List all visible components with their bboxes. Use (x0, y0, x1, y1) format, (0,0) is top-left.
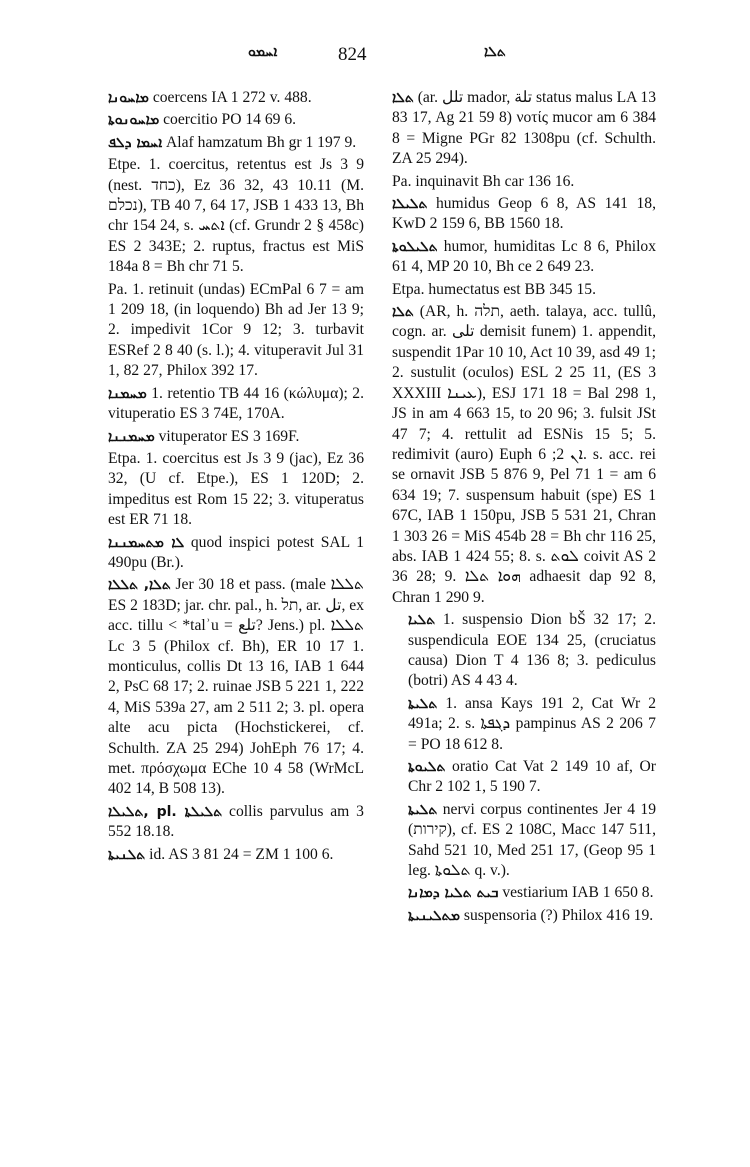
dictionary-entry (392, 172, 656, 192)
dictionary-entry (108, 110, 364, 130)
page-number: 824 (338, 44, 367, 65)
entry-text: humidus Geop 6 8, AS 141 18, KwD 2 159 6, BB 1560 18. (392, 195, 656, 233)
dictionary-entry (108, 280, 364, 382)
dictionary-entry (108, 575, 364, 799)
right-column (392, 88, 656, 1148)
entry-text: 1. suspensio Dion bŠ 32 17; 2. suspendicula EOE 134 25, (cruciatus causa) Dion T 4 136 8; 3. pediculus (botri) AS 4 43 4. (408, 611, 656, 690)
dictionary-entry (392, 800, 656, 882)
entry-text: collis parvulus am 3 552 18.18. (108, 802, 364, 841)
entry-headword: ܬܠܝܘܬܐ (408, 759, 446, 775)
dictionary-entry (392, 906, 656, 926)
entry-headword: ܡܚܡܢܐ (108, 385, 147, 402)
entry-headword: ܬܠܝܠܘܬܐ (392, 238, 438, 255)
entry-text: coercens IA 1 272 v. 488. (152, 89, 312, 106)
entry-text: humor, humiditas Lc 8 6, Philox 61 4, MP 20 10, Bh ce 2 649 23. (392, 237, 656, 276)
entry-text: Pa. inquinavit Bh car 136 16. (392, 172, 575, 190)
dictionary-entry (108, 133, 364, 153)
entry-text: Alaf hamzatum Bh gr 1 197 9. (166, 133, 357, 151)
entry-text: coercitio PO 14 69 6. (163, 111, 297, 129)
entry-text: Etpa. humectatus est BB 345 15. (392, 280, 596, 298)
entry-text: (AR, h. תלה, aeth. talaya, acc. tullû, cogn. ar. تلى demisit funem) 1. appendit, suspendit 1Par 10 10, Act 10 39, asd 49 1; 2. sustulit (oculos) ESL 2 25 11, (ES 3 XXXIII ܥܝܢܐ), ESJ 171 18 = Bal 298 1, JS in am 4 663 15, to 20 96; 3. fulsit JSt 47 7; 4. rettulit ad ESNis 15 5; 5. redimivit (auro) Euph ܐܢ 2; 6. s. acc. rei se ornavit JSB 5 876 9, Pel 71 1 = am 6 634 19; 7. suspensum habuit (spe) ES 1 67C, IAB 1 150pu, JSB 5 531 21, Chran 1 303 26 = MiS 454b 28 = Bh chr 116 25, abs. IAB 1 424 55; 8. s. ܠܘܬ coivit AS 2 36 28; 9. ܗܘܐ ܬܠܐ adhaesit dap 92 8, Chran 1 290 9. (392, 303, 656, 606)
dictionary-entry (108, 449, 364, 531)
entry-text: vituperator ES 3 169F. (158, 427, 300, 445)
entry-headword: ܡܬܠܝܢܝܬܐ (408, 907, 460, 924)
dictionary-entry (108, 88, 364, 108)
entry-text: vestiarium IAB 1 650 8. (502, 884, 654, 902)
entry-headword: ܡܐܚܘܢܐ (108, 90, 149, 106)
entry-headword: ܒܝܬ ܬܠܝܐ ܕܡܐܢܐ (408, 885, 499, 902)
entry-headword: ܠܐ ܡܬܚܡܢܢܐ (108, 534, 185, 551)
entry-text: (ar. تلل mador, تلة status malus LA 13 83 17, Ag 21 59 8) νοτίς mucor am 6 384 8 = Migne PGr 82 1308pu (cf. Schulth. ZA 25 294). (392, 89, 656, 168)
entry-text: oratio Cat Vat 2 149 10 af, Or Chr 2 102 1, 5 190 7. (408, 758, 656, 796)
entry-headword: ܬܠܢܝܬܐ (108, 846, 146, 863)
entry-headword: ܡܚܡܢܢܐ (108, 428, 155, 445)
entry-text: id. AS 3 81 24 = ZM 1 100 6. (149, 845, 334, 863)
dictionary-entry (108, 427, 364, 447)
entry-headword: ܬܠܝܠܐ (392, 196, 428, 213)
entry-headword: ܬܠܝܬܐ (408, 801, 438, 818)
left-column (108, 88, 364, 1148)
dictionary-entry (108, 845, 364, 865)
header-right-word: ܬܠܐ (484, 44, 506, 60)
dictionary-entry (392, 694, 656, 755)
dictionary-entry (108, 802, 364, 843)
dictionary-entry (392, 757, 656, 798)
entry-text: Etpa. 1. coercitus est Js 3 9 (jac), Ez 36 32, (U cf. Etpe.), ES 1 120D; 2. impeditus est Rom 15 22; 3. vituperatus est ER 71 18. (108, 449, 364, 529)
entry-headword: ܬܠܝܠܐ, pl. ܬܠܝܠܬܐ (108, 803, 223, 820)
entry-headword: ܬܠܝܬܐ (408, 695, 438, 712)
dictionary-entry (392, 610, 656, 692)
dictionary-entry (392, 88, 656, 170)
dictionary-entry (108, 533, 364, 574)
dictionary-entry (392, 237, 656, 278)
page-header (0, 44, 750, 74)
entry-text: 1. retentio TB 44 16 (κώλυμα); 2. vituperatio ES 3 74E, 170A. (108, 384, 364, 423)
entry-text: Jer 30 18 et pass. (male ܬܠܠܐ ES 2 183D; jar. chr. pal., h. תל, ar. تل, ex acc. tillu < *talʾu = تلع? Jens.) pl. ܬܠܠܐ Lc 3 5 (Philox cf. Bh), ER 10 17 1. monticulus, collis Dt 13 16, IAB 1 644 2, PsC 68 17; 2. ruinae JSB 5 221 1, 222 4, MiS 539a 27, am 2 511 2; 3. pl. opera alte acu picta (Hochstickerei, cf. Schulth. ZA 25 294) JohEph 76 17; 4. met. πρόσχωμα EChe 10 4 58 (WrMcL 402 14, B 508 13). (108, 576, 364, 798)
dictionary-entry (392, 280, 656, 300)
dictionary-entry (392, 194, 656, 235)
dictionary-entry (108, 384, 364, 425)
header-left-word: ܐܚܡܘ (248, 44, 278, 60)
entry-headword: ܬܠܝܐ (408, 612, 436, 629)
dictionary-entry (392, 302, 656, 608)
dictionary-entry (108, 155, 364, 277)
entry-headword: ܬܠܐ, ܬܠܠܐ (108, 577, 171, 594)
entry-text: Pa. 1. retinuit (undas) ECmPal 6 7 = am 1 209 18, (in loquendo) Bh ad Jer 13 9; 2. impedivit 1Cor 9 12; 3. turbavit ESRef 2 8 40 (s. l.); 4. vituperavit Jul 31 1, 82 27, Philox 392 17. (108, 280, 364, 380)
entry-text: nervi corpus continentes Jer 4 19 (קירות), cf. ES 2 108C, Macc 147 511, Sahd 521 10, Med 251 17, (Geop 95 1 leg. ܬܠܘܬܐ q. v.). (408, 800, 656, 880)
entry-headword: ܡܐܚܘܢܘܬܐ (108, 112, 160, 129)
dictionary-entry (392, 883, 656, 903)
entry-text: 1. ansa Kays 191 2, Cat Wr 2 491a; 2. s. ܕܓܦܬܐ pampinus AS 2 206 7 = PO 18 612 8. (408, 694, 656, 753)
entry-text: Etpe. 1. coercitus, retentus est Js 3 9 (nest. כחד), Ez 36 32, 43 10.11 (M. נכלם), TB 40 7, 64 17, JSB 1 433 13, Bh chr 154 24, s. ܐܬܚ (cf. Grundr 2 § 458c) ES 2 343E; 2. ruptus, fractus est MiS 184a 8 = Bh chr 71 5. (108, 156, 364, 276)
entry-text: suspensoria (?) Philox 416 19. (463, 906, 654, 924)
entry-text: quod inspici potest SAL 1 490pu (Br.). (108, 533, 364, 571)
entry-headword: ܐܚܡܐ ܕܠܦ (108, 134, 163, 151)
entry-headword: ܬܠܐ (392, 90, 414, 106)
entry-headword: ܬܠܐ (392, 304, 414, 321)
